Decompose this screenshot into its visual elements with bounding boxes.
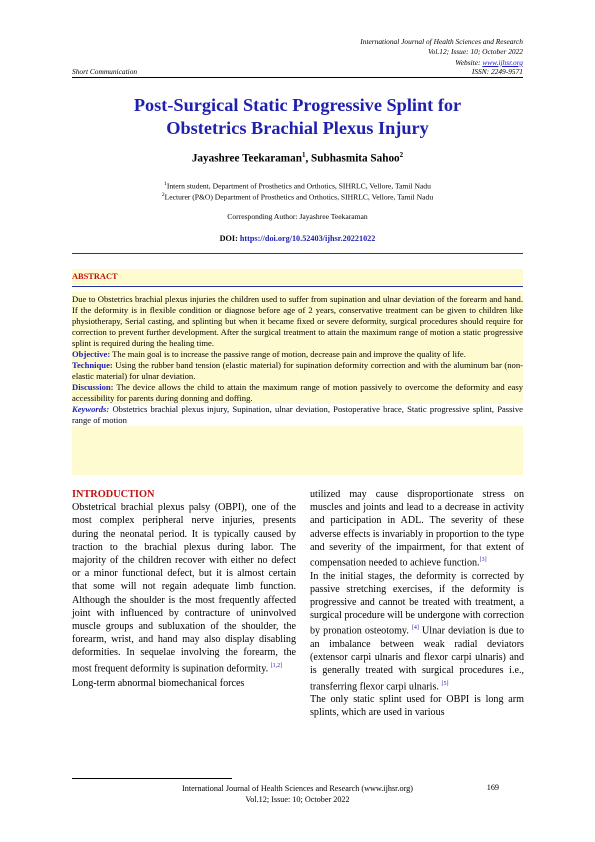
issn: ISSN: 2249-9571 [471, 67, 523, 76]
author-list: Jayashree Teekaraman$^1$, Subhasmita Sahoo$^2$ [191, 151, 404, 165]
footer-rule [72, 778, 232, 779]
abstract-objective: Objective: The main goal is to increase the passive range of motion, decrease pain and improve the quality of life. [72, 349, 466, 359]
affiliation-1: $^1$Intern student, Department of Prosthetics and Orthotics, SIHRLC, Vellore, Tamil Nadu [164, 181, 431, 191]
affiliation-2: $^2$Lecturer (P&O) Department of Prosthetics and Orthotics, SIHRLC, Vellore, Tamil Nadu [161, 192, 434, 202]
footer [0, 783, 595, 805]
right-paragraph-1: utilized may cause disproportionate stress on muscles and joints and lead to a decrease in activity and participation in ADL. The severity of these adverse effects is invariably in proportion to the type and severity of the impairment, for that extent of compensation needed to achieve function.[3] [310, 489, 524, 569]
website-link[interactable]: www.ijhsr.org [482, 57, 523, 67]
right-column [310, 488, 524, 720]
abstract-heading-rule [72, 286, 523, 287]
abstract-text: Due to Obstetrics brachial plexus injuries the children used to suffer from supination and ulnar deviation of the forearm and hand. If the deformity is in flexible condition or diagnose before age of 2 years, conservative treatment can be given to children like physiotherapy, Serial casting, and splinting but when it became fixed or severe deformity, surgical procedures should require for correction to prevent further development. After the surgical treatment to attain the maximum range of motion a static progressive splint is required during the healing time. [72, 294, 523, 348]
doi: DOI: https://doi.org/10.52403/ijhsr.20221022 [219, 234, 376, 243]
citation[interactable]: [1,2] [270, 662, 283, 669]
abstract-heading-bg [72, 269, 523, 285]
header-divider [72, 77, 523, 78]
abstract-body [72, 292, 523, 475]
intro-heading: INTRODUCTION [72, 489, 155, 500]
right-paragraph-2: In the initial stages, the deformity is corrected by passive stretching exercises, if the deformity is progressive and cannot be treated with treatment, a surgical procedure will be undergone with correction by pronation osteotomy. [4] Ulnar deviation is due to an imbalance between weak radial deviators (extensor carpi ulnaris and flexor carpi ulnaris) and is generally treated with surgical procedures i.e., transferring flexor carpi ulnaris. [5] [310, 570, 524, 692]
abstract-keywords: Keywords: Obstetrics brachial plexus injury, Supination, ulnar deviation, Postoperative brace, Static progressive splint, Passive range of motion [72, 404, 523, 425]
paper-title: Post-Surgical Static Progressive Splint for Obstetrics Brachial Plexus Injury [133, 95, 462, 138]
right-paragraph-3: The only static splint used for OBPI is long arm splints, which are used in various [310, 694, 524, 719]
corresponding-author: Corresponding Author: Jayashree Teekaraman [227, 212, 368, 221]
footer-journal: International Journal of Health Sciences and Research (www.ijhsr.org) [182, 784, 413, 793]
abstract-technique: Technique: Using the rubber band tension (elastic material) for supination deformity correction and with the aluminum bar (non-elastic material) for ulnar deviation. [72, 360, 523, 381]
author-1: Jayashree Teekaraman [191, 152, 302, 165]
article-type: Short Communication [72, 67, 138, 76]
intro-paragraph-2: Long-term abnormal biomechanical forces [72, 678, 245, 690]
journal-website: Website: www.ijhsr.org [455, 57, 523, 67]
citation[interactable]: [4] [411, 625, 419, 632]
citation[interactable]: [3] [479, 557, 487, 564]
journal-volume: Vol.12; Issue: 10; October 2022 [427, 47, 523, 57]
abstract-discussion: Discussion: The device allows the child to attain the maximum range of motion passively to overcome the deformity and easy accessibility for parents during donning and doffing. [72, 382, 523, 403]
abstract-heading: ABSTRACT [72, 272, 118, 281]
citation[interactable]: [5] [441, 680, 449, 687]
footer-volume: Vol.12; Issue: 10; October 2022 [245, 795, 350, 804]
left-column [72, 488, 296, 690]
journal-name: International Journal of Health Sciences and Research [360, 37, 523, 46]
running-header [360, 37, 523, 68]
intro-paragraph-1: Obstetrical brachial plexus palsy (OBPI), one of the most complex peripheral nerve injuries, presents during the neonatal period. It is typically caused by traction to the brachial plexus during labor. The majority of the children recover with either no defect or a minor functional defect, but it is almost certain that some will not regain adequate limb function. Although the shoulder is the most frequently affected joint with influenced by contracture of uninvolved muscle groups and subluxation of the shoulder, the forearm, wrist, and hand may also display disabling deformities. In sequelae involving the forearm, the most frequent deformity is supination deformity. [1,2] [72, 502, 296, 674]
page-number: 169 [486, 783, 499, 792]
abstract-top-rule [72, 253, 523, 254]
author-2: Subhasmita Sahoo [311, 152, 400, 165]
doi-link[interactable]: https://doi.org/10.52403/ijhsr.20221022 [239, 234, 376, 243]
